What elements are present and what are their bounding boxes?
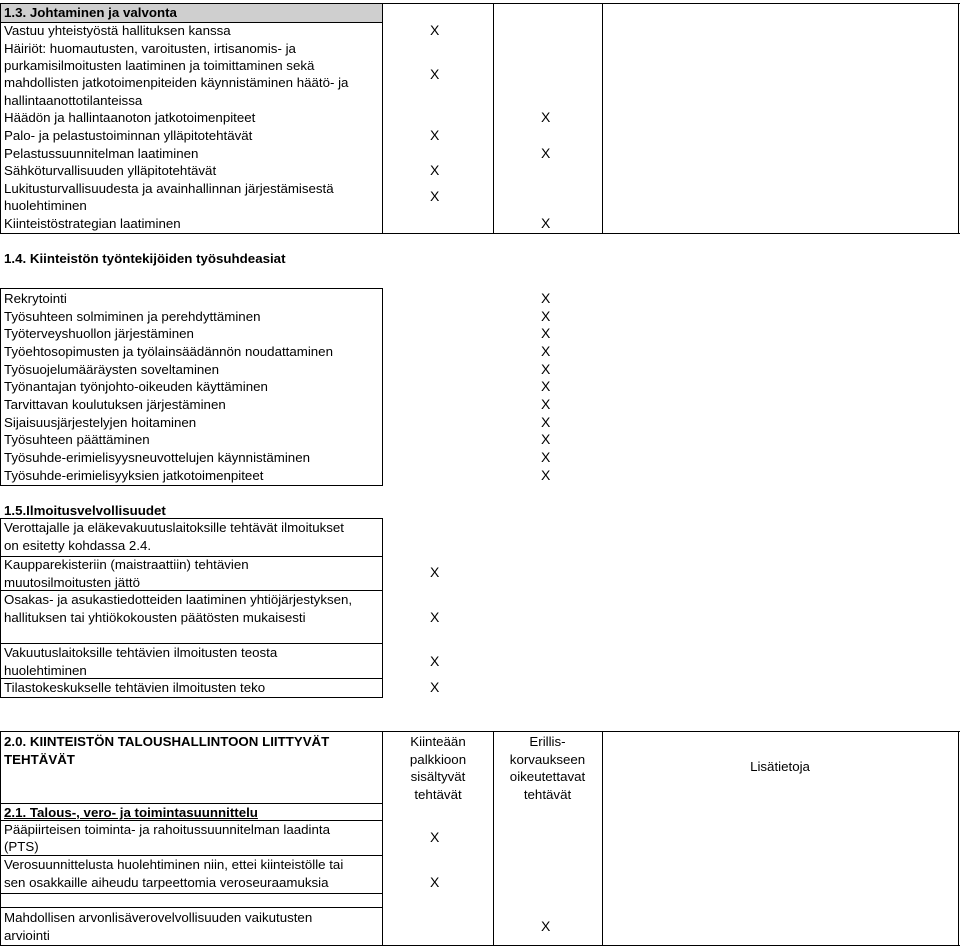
task-label: huolehtiminen [4, 198, 87, 213]
task-label: Sähköturvallisuuden ylläpitotehtävät [4, 163, 217, 178]
task-label: Verosuunnittelusta huolehtiminen niin, ettei kiinteistölle tai [4, 857, 344, 872]
table-rule [0, 731, 1, 946]
mark-separate-fee: X [541, 325, 551, 341]
table-rule [602, 3, 603, 234]
table-rule [958, 731, 959, 946]
mark-separate-fee: X [541, 431, 551, 447]
task-label: Häädön ja hallintaanoton jatkotoimenpiteet [4, 110, 256, 125]
task-label: Työsuhde-erimielisyyksien jatkotoimenpiteet [4, 468, 264, 483]
task-label: Vastuu yhteistyöstä hallituksen kanssa [4, 23, 231, 38]
table-rule [0, 803, 383, 804]
table-rule [602, 731, 603, 946]
table-rule [0, 3, 1, 234]
mark-separate-fee: X [541, 145, 551, 161]
task-label: Tilastokeskukselle tehtävien ilmoitusten teko [4, 680, 266, 695]
task-label: huolehtiminen [4, 663, 87, 678]
table-rule [382, 3, 383, 234]
table-rule [493, 3, 494, 234]
task-label: mahdollisten jatkotoimenpiteiden käynnistäminen häätö- ja [4, 75, 349, 90]
mark-fixed-fee: X [430, 874, 440, 890]
table-rule [0, 820, 383, 821]
mark-separate-fee: X [541, 343, 551, 359]
mark-separate-fee: X [541, 361, 551, 377]
table-rule [0, 288, 1, 486]
table-rule [0, 643, 383, 644]
task-label: Kaupparekisteriin (maistraattiin) tehtävien [4, 557, 249, 572]
task-label: Työsuojelumääräysten soveltaminen [4, 362, 220, 377]
mark-fixed-fee: X [430, 609, 440, 625]
task-label: hallituksen tai yhtiökokousten päätösten mukaisesti [4, 610, 306, 625]
task-label: Palo- ja pelastustoiminnan ylläpitotehtävät [4, 128, 253, 143]
mark-fixed-fee: X [430, 127, 440, 143]
mark-separate-fee: X [541, 396, 551, 412]
table-rule [0, 907, 383, 908]
table-rule [0, 518, 1, 698]
column-header-fixed-fee [383, 733, 493, 803]
header-line: palkkioon [409, 751, 467, 767]
task-label: Rekrytointi [4, 291, 67, 306]
mark-separate-fee: X [541, 215, 551, 231]
task-label: purkamisilmoitusten laatiminen ja toimittaminen sekä [4, 58, 315, 73]
task-label: Työsuhteen päättäminen [4, 432, 150, 447]
mark-separate-fee: X [541, 414, 551, 430]
table-rule [0, 731, 960, 732]
header-line: Kiinteään [410, 734, 466, 749]
task-label: Kiinteistöstrategian laatiminen [4, 216, 181, 231]
table-rule [958, 3, 959, 234]
task-label: on esitetty kohdassa 2.4. [4, 538, 152, 553]
task-label: Työnantajan työnjohto-oikeuden käyttäminen [4, 379, 268, 394]
table-rule [0, 556, 383, 557]
mark-fixed-fee: X [430, 66, 440, 82]
table-rule [382, 288, 383, 486]
mark-separate-fee: X [541, 918, 551, 934]
mark-separate-fee: X [541, 290, 551, 306]
task-label: Mahdollisen arvonlisäverovelvollisuuden vaikutusten [4, 910, 313, 925]
table-rule [0, 678, 383, 679]
header-line: tehtävät [414, 786, 462, 802]
header-line: tehtävät [523, 786, 572, 802]
task-label: Työsuhde-erimielisyysneuvottelujen käynnistäminen [4, 450, 310, 465]
task-label: sen osakkaille aiheudu tarpeettomia veroseuraamuksia [4, 875, 329, 890]
section-heading-1-3: 1.3. Johtaminen ja valvonta [4, 5, 177, 20]
task-label: Lukitusturvallisuudesta ja avainhallinnan järjestämisestä [4, 181, 334, 196]
section-heading-2-1: 2.1. Talous-, vero- ja toimintasuunnittelu [4, 805, 258, 820]
task-label: muutosilmoitusten jättö [4, 575, 140, 590]
mark-separate-fee: X [541, 449, 551, 465]
task-label: Pelastussuunnitelman laatiminen [4, 146, 199, 161]
task-label: Sijaisuusjärjestelyjen hoitaminen [4, 415, 197, 430]
task-label: Häiriöt: huomautusten, varoitusten, irtisanomis- ja [4, 41, 296, 56]
mark-separate-fee: X [541, 308, 551, 324]
header-line: sisältyvät [410, 769, 466, 785]
task-label: Verottajalle ja eläkevakuutuslaitoksille tehtävät ilmoitukset [4, 520, 344, 535]
task-label: arviointi [4, 928, 50, 943]
task-label: Työehtosopimusten ja työlainsäädännön noudattaminen [4, 344, 333, 359]
task-label: Osakas- ja asukastiedotteiden laatiminen yhtiöjärjestyksen, [4, 592, 353, 607]
task-label: Pääpiirteisen toiminta- ja rahoitussuunnitelman laadinta [4, 822, 330, 837]
mark-fixed-fee: X [430, 22, 440, 38]
table-rule [0, 22, 383, 23]
mark-fixed-fee: X [430, 564, 440, 580]
mark-separate-fee: X [541, 109, 551, 125]
task-label: Tarvittavan koulutuksen järjestäminen [4, 397, 226, 412]
section-heading-1-4: 1.4. Kiinteistön työntekijöiden työsuhdeasiat [4, 251, 286, 266]
task-label: (PTS) [4, 839, 39, 854]
table-rule [382, 518, 383, 698]
table-rule [0, 485, 383, 486]
table-rule [0, 893, 383, 894]
header-line: oikeutettavat [509, 769, 586, 785]
header-line: korvaukseen [509, 751, 586, 767]
header-line: Erillis- [529, 734, 566, 749]
section-heading-2-0: TEHTÄVÄT [4, 752, 75, 767]
mark-separate-fee: X [541, 467, 551, 483]
column-header-notes: Lisätietoja [750, 759, 810, 774]
table-rule [0, 945, 960, 946]
table-rule [0, 697, 383, 698]
mark-fixed-fee: X [430, 653, 440, 669]
task-label: Vakuutuslaitoksille tehtävien ilmoitusten teosta [4, 645, 278, 660]
table-rule [0, 288, 383, 289]
section-heading-2-0: 2.0. KIINTEISTÖN TALOUSHALLINTOON LIITTYVÄT [4, 734, 330, 749]
table-rule [0, 518, 383, 519]
table-rule [382, 731, 383, 946]
table-rule [0, 233, 960, 234]
task-label: hallintaanottotilanteissa [4, 93, 143, 108]
mark-separate-fee: X [541, 378, 551, 394]
mark-fixed-fee: X [430, 188, 440, 204]
task-label: Työsuhteen solmiminen ja perehdyttäminen [4, 309, 261, 324]
table-rule [0, 3, 960, 4]
mark-fixed-fee: X [430, 829, 440, 845]
mark-fixed-fee: X [430, 679, 440, 695]
task-label: Työterveyshuollon järjestäminen [4, 326, 194, 341]
mark-fixed-fee: X [430, 162, 440, 178]
table-rule [0, 590, 383, 591]
table-rule [0, 855, 383, 856]
column-header-separate-fee [493, 733, 602, 803]
table-rule [493, 731, 494, 946]
section-heading-1-5: 1.5.Ilmoitusvelvollisuudet [4, 503, 166, 518]
